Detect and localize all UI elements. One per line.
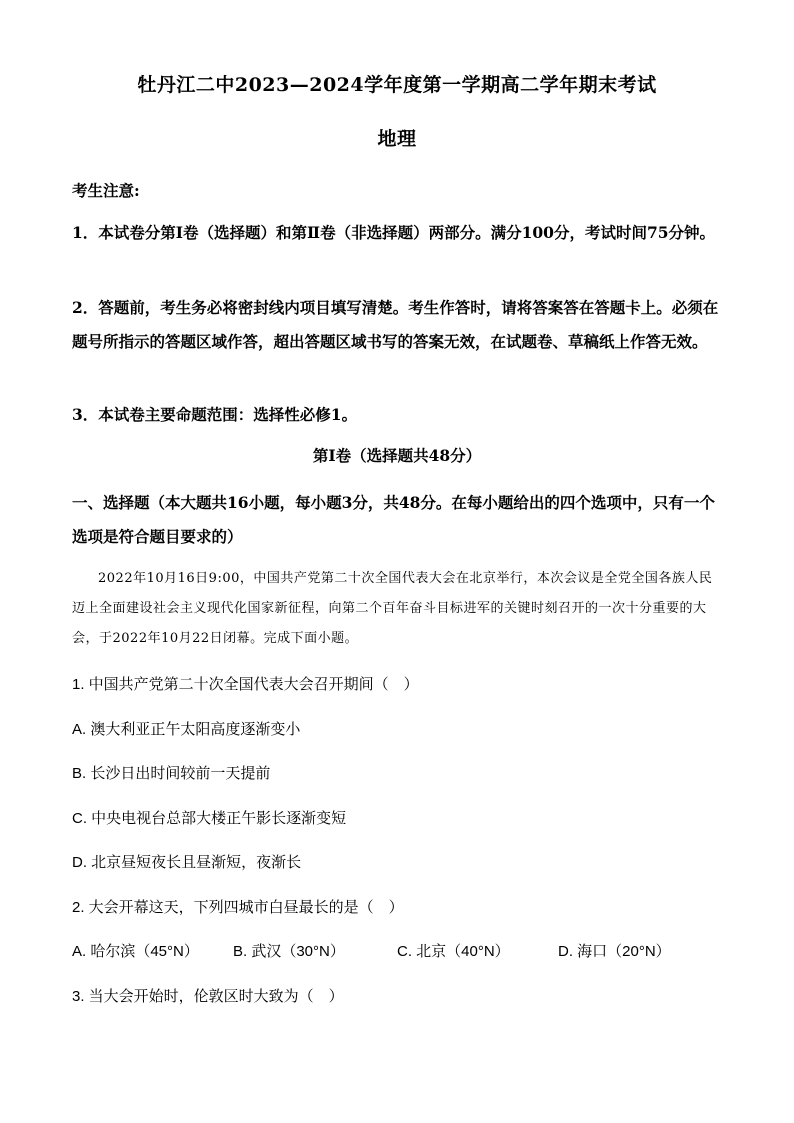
part-1-instruction: 一、选择题（本大题共16小题，每小题3分，共48分。在每小题给出的四个选项中，只有一个选项是符合题目要求的） bbox=[72, 493, 715, 546]
question-2-option-b: B. 武汉（30°N） bbox=[233, 943, 345, 960]
part-1-title: 第Ⅰ卷（选择题共48分） bbox=[312, 446, 482, 465]
question-2-option-a: A. 哈尔滨（45°N） bbox=[72, 943, 199, 960]
question-1-option-c: C. 中央电视台总部大楼正午影长逐渐变短 bbox=[72, 810, 347, 827]
question-2-stem: 2. 大会开幕这天，下列四城市白昼最长的是（ ） bbox=[72, 899, 404, 916]
question-2-option-c: C. 北京（40°N） bbox=[397, 943, 510, 960]
question-3-stem: 3. 当大会开始时，伦敦区时大致为（ ） bbox=[72, 988, 344, 1005]
exam-subject: 地理 bbox=[377, 128, 417, 150]
exam-title: 牡丹江二中2023—2024学年度第一学期高二学年期末考试 bbox=[137, 74, 657, 96]
question-2-option-d: D. 海口（20°N） bbox=[558, 943, 671, 960]
question-1-option-a: A. 澳大利亚正午太阳高度逐渐变小 bbox=[72, 721, 301, 738]
notice-item-3: 3．本试卷主要命题范围：选择性必修1。 bbox=[72, 405, 358, 424]
question-1-stem: 1. 中国共产党第二十次全国代表大会召开期间（ ） bbox=[72, 676, 419, 693]
notice-item-1: 1．本试卷分第Ⅰ卷（选择题）和第Ⅱ卷（非选择题）两部分。满分100分，考试时间75分钟。 bbox=[72, 223, 716, 242]
question-1-option-d: D. 北京昼短夜长且昼渐短，夜渐长 bbox=[72, 854, 302, 871]
question-1-option-b: B. 长沙日出时间较前一天提前 bbox=[72, 765, 271, 782]
notice-heading: 考生注意: bbox=[72, 181, 140, 200]
reading-passage: 2022年10月16日9:00，中国共产党第二十次全国代表大会在北京举行，本次会议是全党全国各族人民迈上全面建设社会主义现代化国家新征程，向第二个百年奋斗目标进军的关键时刻召开的一次十分重要的大会，于2022年10月22日闭幕。完成下面小题。 bbox=[72, 571, 713, 646]
notice-item-2: 2．答题前，考生务必将密封线内项目填写清楚。考生作答时，请将答案答在答题卡上。必须在题号所指示的答题区域作答，超出答题区域书写的答案无效，在试题卷、草稿纸上作答无效。 bbox=[72, 298, 719, 351]
